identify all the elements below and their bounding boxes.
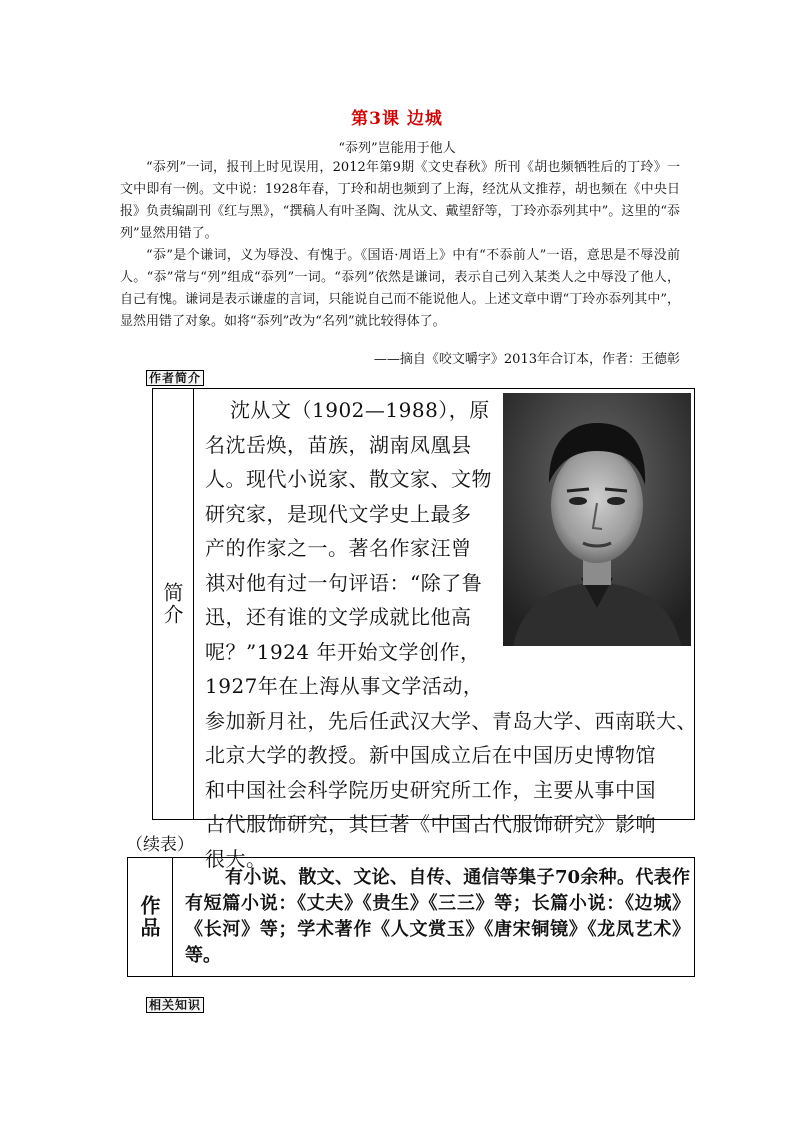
article-title: “忝列”岂能用于他人 xyxy=(338,141,456,156)
bio-header-cell xyxy=(152,388,194,820)
bio-line-2: 名沈岳焕，苗族，湖南凤凰县 xyxy=(205,432,472,457)
bio-line-1: 沈从文（1902—1988），原 xyxy=(230,398,490,422)
bio-line-5: 产的作家之一。著名作家汪曾 xyxy=(205,536,472,560)
portrait-icon xyxy=(503,393,691,646)
bio-header: 简介 xyxy=(160,582,184,626)
bio-line-6: 祺对他有过一句评语：“除了鲁 xyxy=(205,570,483,595)
bio-line-4: 研究家，是现代文学史上最多 xyxy=(205,501,472,526)
article-paragraph-2: “忝”是个谦词，义为辱没、有愧于。《国语·周语上》中有“不忝前人”一语，意思是不辱没前人。“忝”常与“列”组成“忝列”一词。“忝列”依然是谦词，表示自己列入某类人之中辱没了他人，自己有愧。谦词是表示谦虚的言词，只能说自己而不能说他人。上述文章中谓“丁玲亦忝列其中”，显然用错了对象。如将“忝列”改为“名列”就比较得体了。 xyxy=(120,248,680,329)
continued-label: （续表） xyxy=(126,835,194,855)
bio-line-3: 人。现代小说家、散文家、文物 xyxy=(205,467,492,491)
section-author-label: 作者简介 xyxy=(146,370,204,386)
works-header-cell xyxy=(127,857,173,977)
works-header: 作品 xyxy=(137,895,161,939)
bio-line-11: 北京大学的教授。新中国成立后在中国历史博物馆 xyxy=(205,743,656,767)
bio-line-10: 参加新月社，先后任武汉大学、青岛大学、西南联大、 xyxy=(205,708,697,733)
bio-line-12: 和中国社会科学院历史研究所工作，主要从事中国 xyxy=(205,777,656,802)
bio-line-9: 1927年在上海从事文学活动， xyxy=(205,674,484,698)
lesson-title: 第3课 边城 xyxy=(351,109,443,129)
article-source: ——摘自《咬文嚼字》2013年合订本，作者：王德彰 xyxy=(373,352,680,367)
article-paragraph-1: “忝列”一词，报刊上时见误用，2012年第9期《文史春秋》所刊《胡也频牺牲后的丁玲》一文中即有一例。文中说：1928年春，丁玲和胡也频到了上海，经沈从文推荐，胡也频在《中央日报》负责编副刊《红与黑》，“撰稿人有叶圣陶、沈从文、戴望舒等，丁玲亦忝列其中”。这里的“忝列”显然用错了。 xyxy=(120,160,680,241)
bio-line-14: 很大。 xyxy=(205,846,267,871)
bio-line-8: 呢？”1924 年开始文学创作， xyxy=(205,639,481,664)
bio-line-7: 迅，还有谁的文学成就比他高 xyxy=(205,605,472,629)
works-text: 有小说、散文、文论、自传、通信等集子70余种。代表作有短篇小说：《丈夫》《贵生》《三三》等；长篇小说：《边城》《长河》等；学术著作《人文赏玉》《唐宋铜镜》《龙凤艺术》等。 xyxy=(185,867,690,966)
section-related-label: 相关知识 xyxy=(146,997,204,1013)
bio-line-13: 古代服饰研究，其巨著《中国古代服饰研究》影响 xyxy=(205,812,656,836)
author-portrait-photo xyxy=(503,393,691,646)
